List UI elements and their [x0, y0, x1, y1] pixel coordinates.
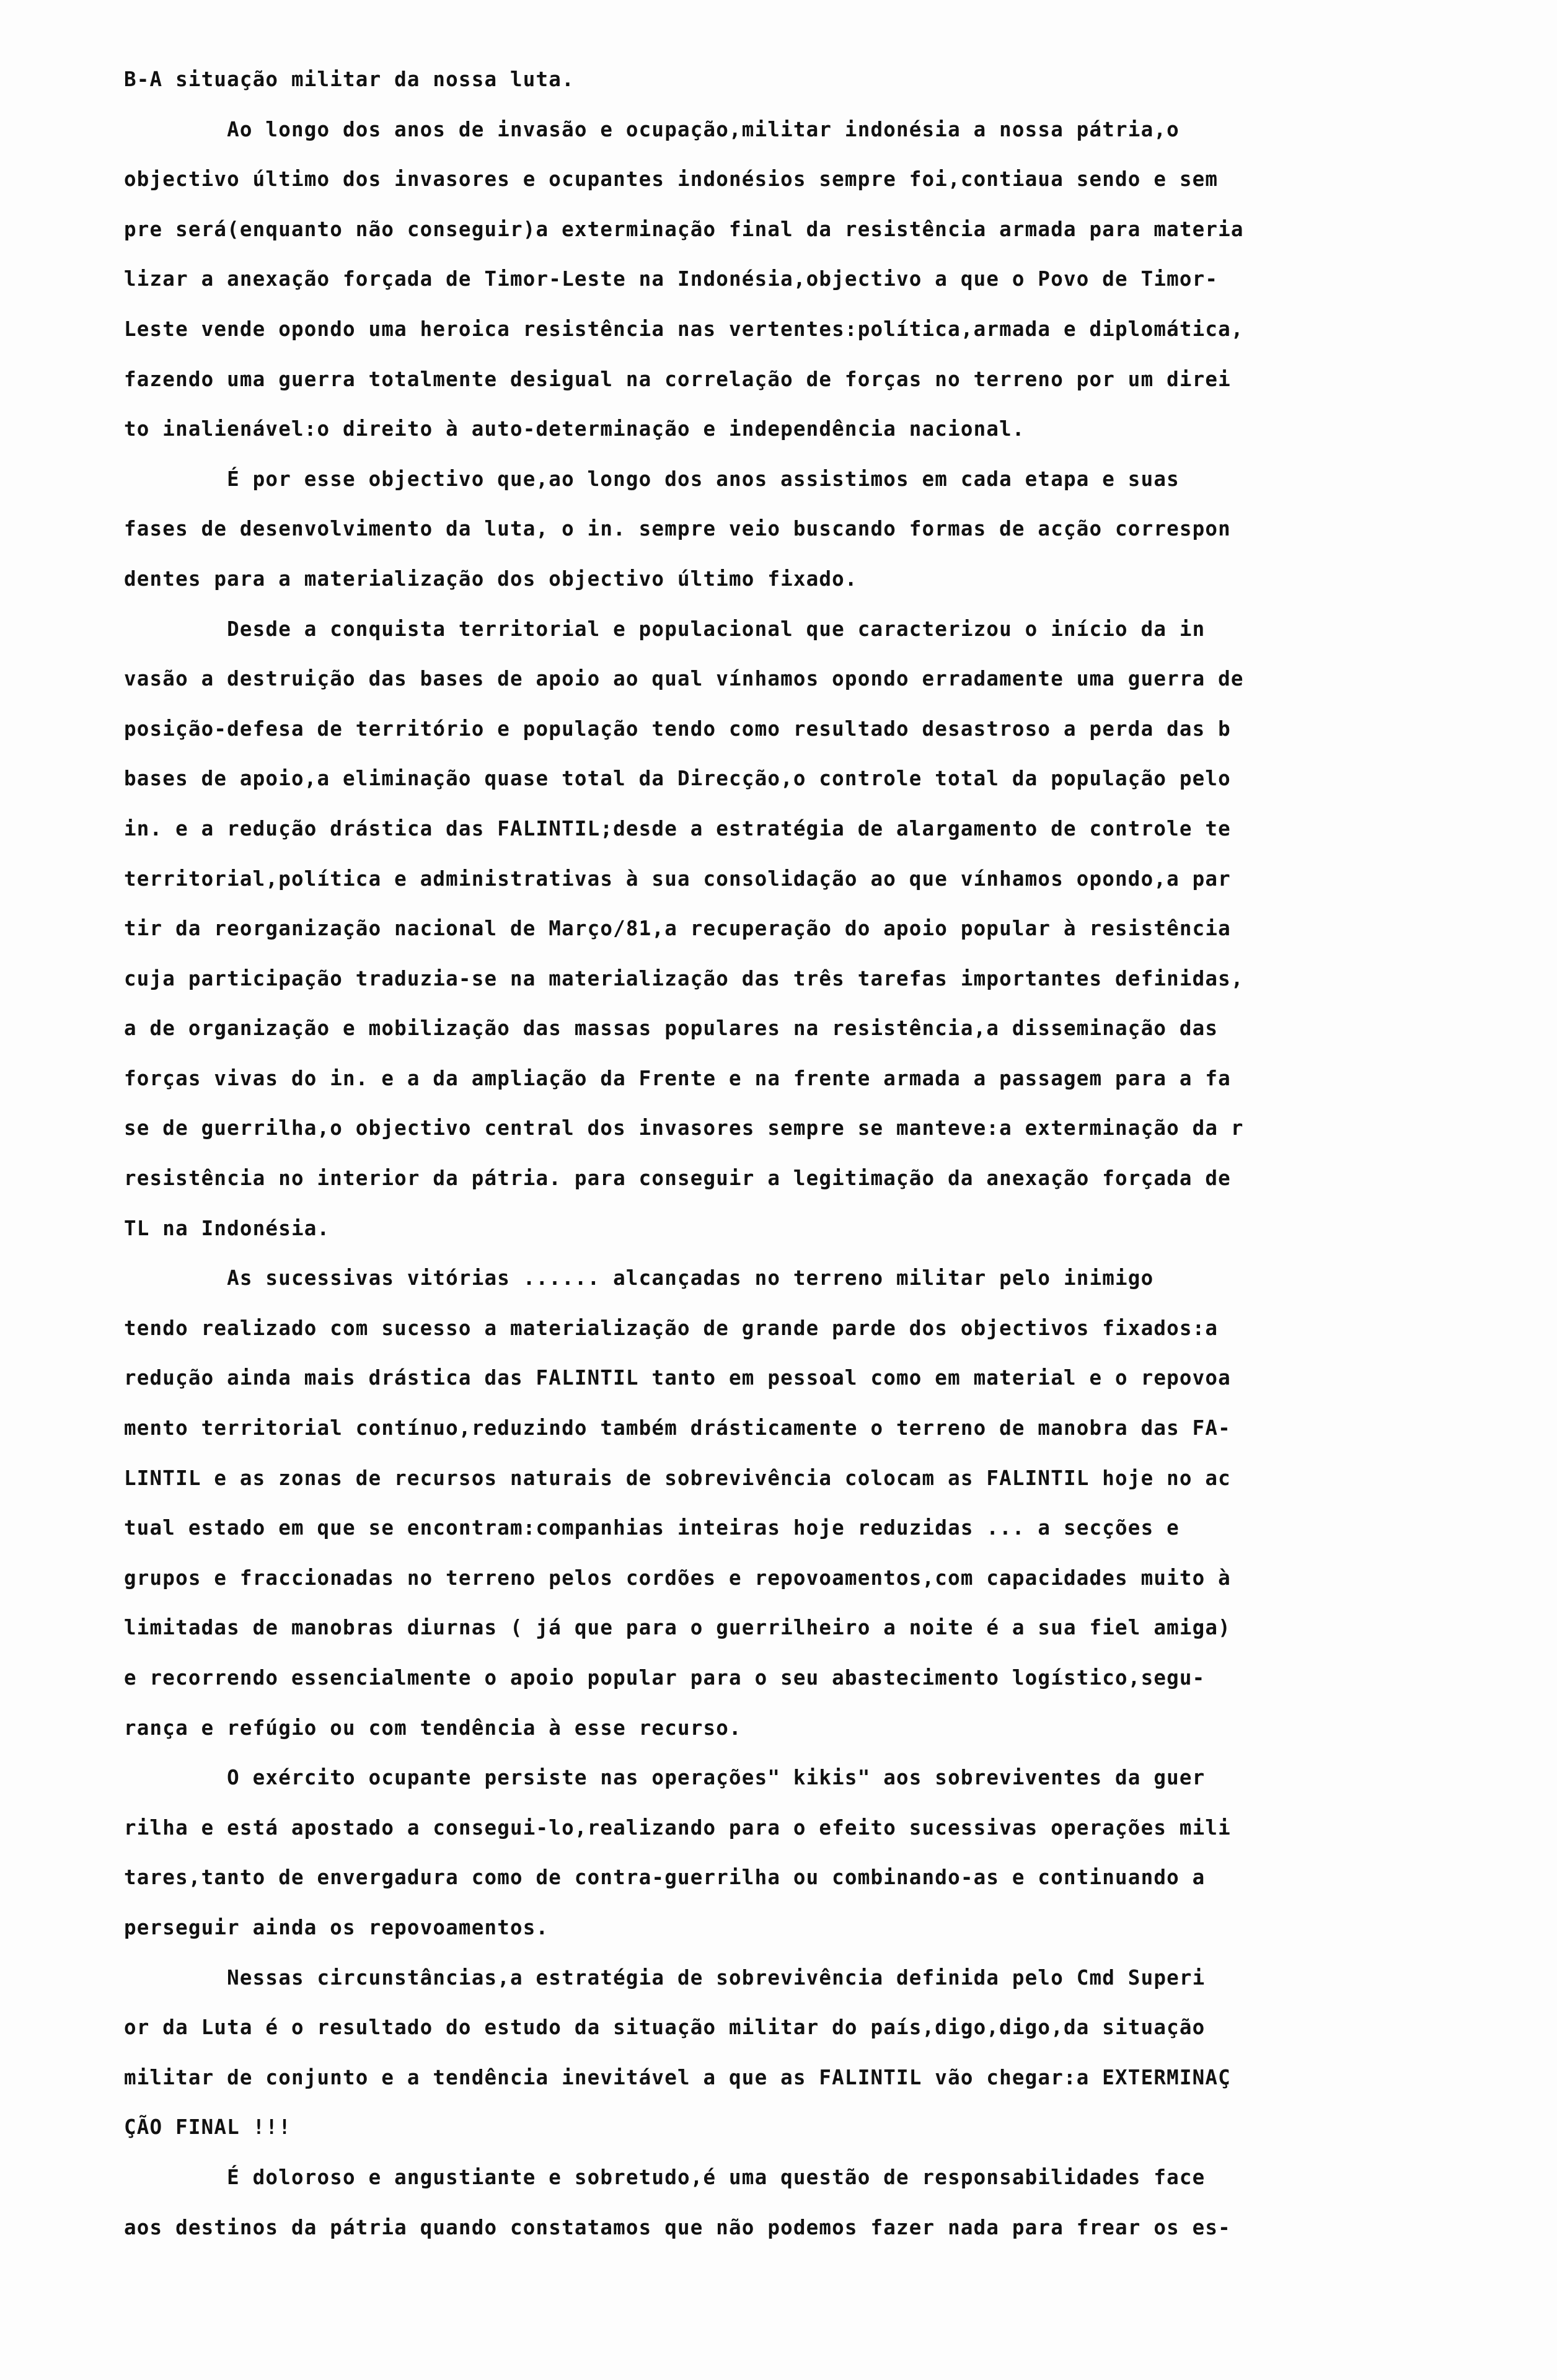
- document-text-line: aos destinos da pátria quando constatamos que não podemos fazer nada para frear os es-: [124, 2215, 1231, 2239]
- document-text-line: to inalienável:o direito à auto-determinação e independência nacional.: [124, 417, 1025, 441]
- document-text-line: fases de desenvolvimento da luta, o in. sempre veio buscando formas de acção correspon: [124, 517, 1231, 541]
- document-text-line: Desde a conquista territorial e populacional que caracterizou o início da in: [124, 617, 1206, 641]
- document-text-line: Nessas circunstâncias,a estratégia de sobrevivência definida pelo Cmd Superi: [124, 1965, 1206, 1990]
- document-text-line: redução ainda mais drástica das FALINTIL tanto em pessoal como em material e o repovoa: [124, 1366, 1231, 1390]
- document-text-line: cuja participação traduzia-se na materialização das três tarefas importantes definidas,: [124, 966, 1244, 990]
- document-text-line: e recorrendo essencialmente o apoio popular para o seu abastecimento logístico,segu-: [124, 1666, 1206, 1690]
- document-text-line: É por esse objectivo que,ao longo dos anos assistimos em cada etapa e suas: [124, 467, 1180, 491]
- document-text-line: dentes para a materialização dos objectivo último fixado.: [124, 566, 858, 591]
- document-text-line: bases de apoio,a eliminação quase total da Direcção,o controle total da população pelo: [124, 767, 1231, 791]
- document-text-line: or da Luta é o resultado do estudo da situação militar do país,digo,digo,da situação: [124, 2016, 1206, 2040]
- document-text-line: O exército ocupante persiste nas operações" kikis" aos sobreviventes da guer: [124, 1766, 1206, 1790]
- document-text-line: se de guerrilha,o objectivo central dos invasores sempre se manteve:a exterminação da r: [124, 1116, 1244, 1140]
- document-text-line: TL na Indonésia.: [124, 1216, 330, 1240]
- document-text-line: resistência no interior da pátria. para conseguir a legitimação da anexação forçada de: [124, 1166, 1231, 1191]
- document-text-line: lizar a anexação forçada de Timor-Leste na Indonésia,objectivo a que o Povo de Timor-: [124, 267, 1219, 291]
- document-text-line: forças vivas do in. e a da ampliação da Frente e na frente armada a passagem para a fa: [124, 1066, 1231, 1090]
- document-text-line: grupos e fraccionadas no terreno pelos cordões e repovoamentos,com capacidades muito à: [124, 1566, 1231, 1590]
- document-text-line: militar de conjunto e a tendência inevitável a que as FALINTIL vão chegar:a EXTERMINAÇ: [124, 2065, 1231, 2089]
- document-text-line: B-A situação militar da nossa luta.: [124, 68, 575, 91]
- document-text-line: perseguir ainda os repovoamentos.: [124, 1915, 549, 1939]
- document-text-line: objectivo último dos invasores e ocupantes indonésios sempre foi,contiaua sendo e sem: [124, 167, 1219, 192]
- document-text-line: tual estado em que se encontram:companhias inteiras hoje reduzidas ... a secções e: [124, 1516, 1180, 1540]
- document-text-line: É doloroso e angustiante e sobretudo,é uma questão de responsabilidades face: [124, 2165, 1206, 2189]
- document-text-line: Ao longo dos anos de invasão e ocupação,militar indonésia a nossa pátria,o: [124, 117, 1180, 141]
- document-text-line: territorial,política e administrativas à sua consolidação ao que vínhamos opondo,a par: [124, 866, 1231, 891]
- document-text-line: limitadas de manobras diurnas ( já que para o guerrilheiro a noite é a sua fiel amiga): [124, 1616, 1231, 1640]
- document-text-line: tendo realizado com sucesso a materialização de grande parde dos objectivos fixados:a: [124, 1316, 1219, 1340]
- document-text-line: rança e refúgio ou com tendência à esse recurso.: [124, 1716, 742, 1740]
- document-text-line: rilha e está apostado a consegui-lo,realizando para o efeito sucessivas operações mili: [124, 1815, 1231, 1840]
- document-body: [124, 55, 1475, 2252]
- document-text-line: tir da reorganização nacional de Março/81,a recuperação do apoio popular à resistência: [124, 917, 1231, 941]
- document-text-line: fazendo uma guerra totalmente desigual na correlação de forças no terreno por um direi: [124, 367, 1231, 391]
- document-text-line: posição-defesa de território e população tendo como resultado desastroso a perda das b: [124, 716, 1231, 741]
- document-text-line: tares,tanto de envergadura como de contra-guerrilha ou combinando-as e continuando a: [124, 1866, 1206, 1890]
- document-text-line: Leste vende opondo uma heroica resistência nas vertentes:política,armada e diplomática,: [124, 317, 1244, 341]
- document-text-line: LINTIL e as zonas de recursos naturais de sobrevivência colocam as FALINTIL hoje no ac: [124, 1466, 1231, 1490]
- document-text-line: pre será(enquanto não conseguir)a exterminação final da resistência armada para materia: [124, 217, 1244, 241]
- document-text-line: ÇÃO FINAL !!!: [124, 2115, 291, 2140]
- document-text-line: in. e a redução drástica das FALINTIL;desde a estratégia de alargamento de controle te: [124, 816, 1231, 840]
- document-text-line: vasão a destruição das bases de apoio ao qual vínhamos opondo erradamente uma guerra de: [124, 667, 1244, 691]
- document-text-line: mento territorial contínuo,reduzindo também drásticamente o terreno de manobra das FA-: [124, 1416, 1231, 1440]
- document-text-line: As sucessivas vitórias ...... alcançadas no terreno militar pelo inimigo: [124, 1266, 1154, 1290]
- document-text-line: a de organização e mobilização das massas populares na resistência,a disseminação das: [124, 1016, 1219, 1041]
